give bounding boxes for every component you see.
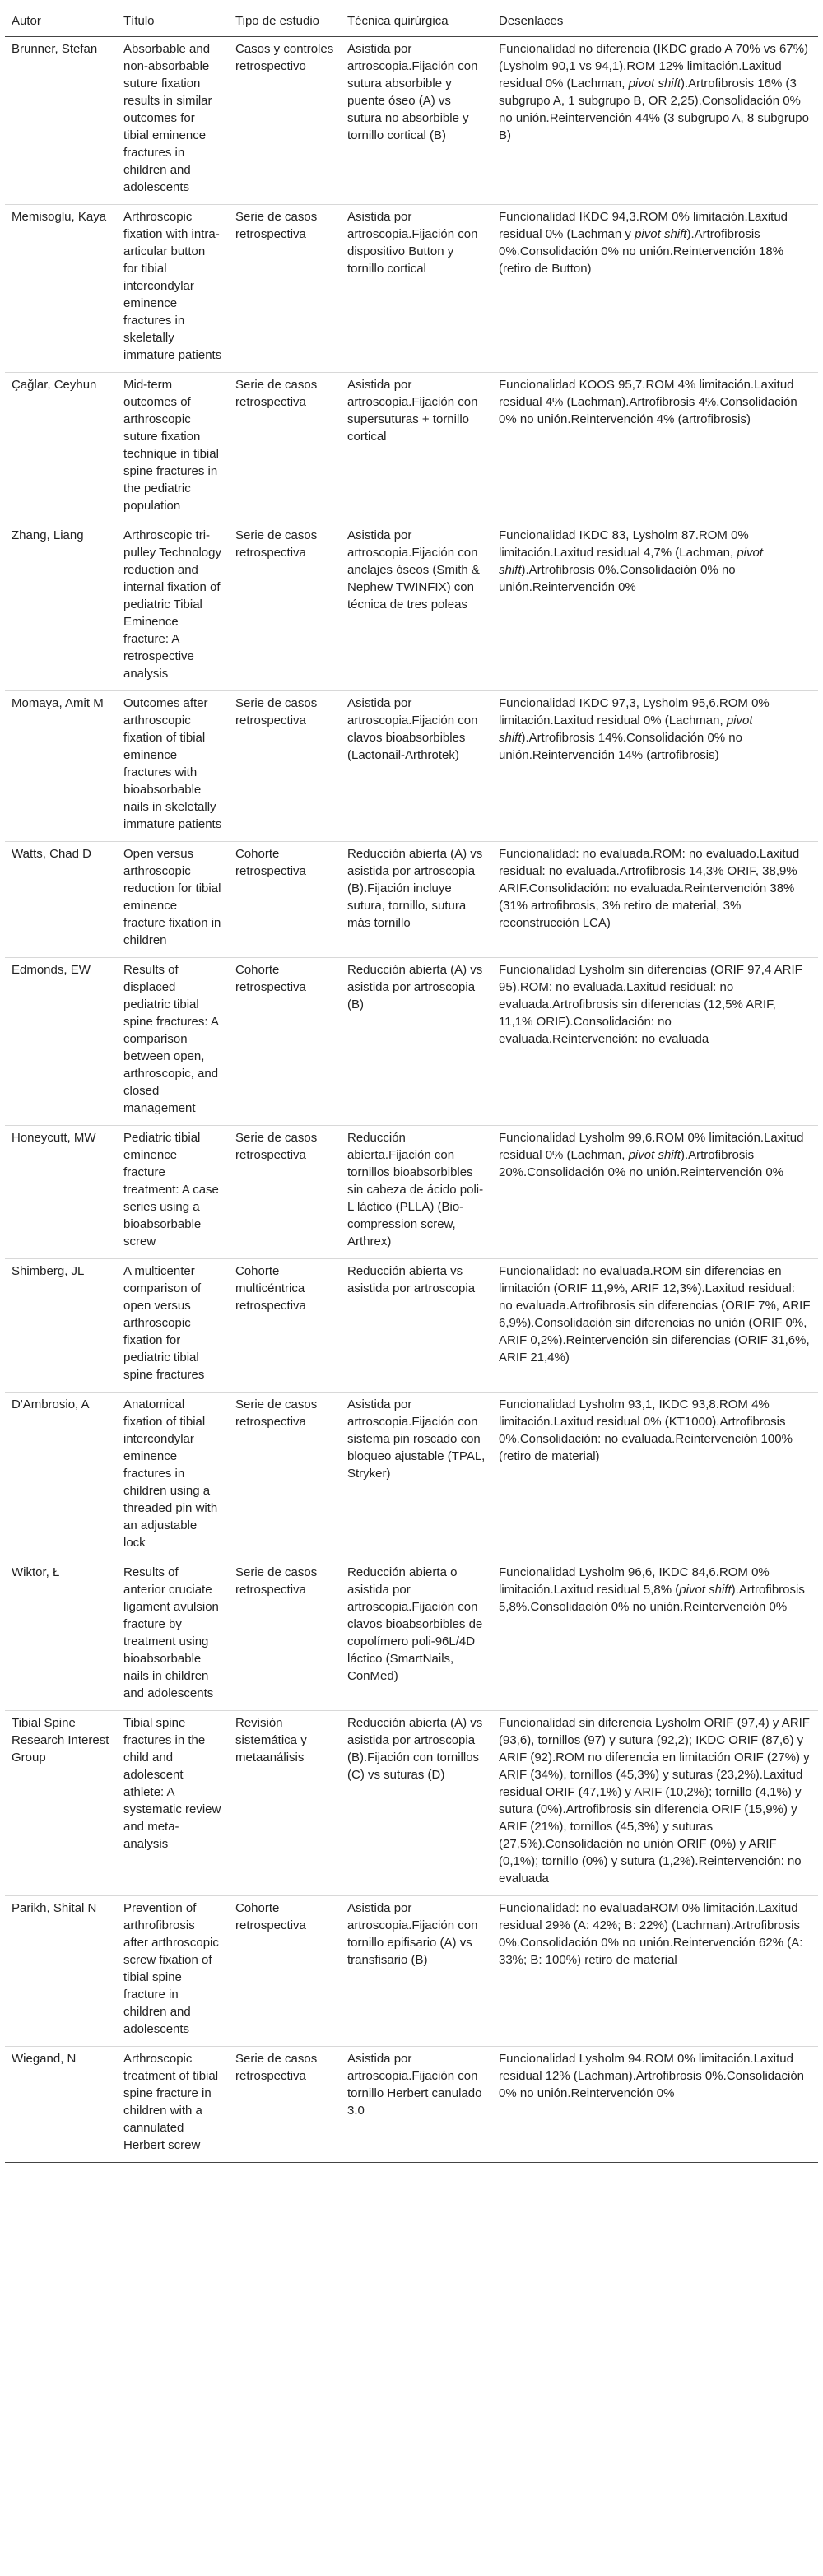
cell-title: Arthroscopic fixation with intra-articular button for tibial intercondylar eminence fractures in skeletally immature patients — [117, 205, 229, 373]
table-row — [5, 958, 818, 1126]
cell-title: Outcomes after arthroscopic fixation of tibial eminence fractures with bioabsorbable nails in skeletally immature patients — [117, 691, 229, 842]
table-row — [5, 1259, 818, 1393]
table-row — [5, 37, 818, 205]
outcomes-text: ).Artrofibrosis 5,8%.Consolidación 0% no unión.Reintervención 0% — [499, 1583, 805, 1614]
cell-outcomes — [492, 1126, 818, 1259]
cell-study-type: Cohorte retrospectiva — [229, 1896, 341, 2047]
cell-author: Wiegand, N — [5, 2047, 117, 2163]
cell-title: Mid-term outcomes of arthroscopic suture fixation technique in tibial spine fractures in the pediatric population — [117, 373, 229, 523]
outcomes-text: Funcionalidad: no evaluada.ROM: no evaluado.Laxitud residual: no evaluada.Artrofibrosis 14,3% ORIF, 38,9% ARIF.Consolidación: no evaluada.Reintervención 38% (31% artrofibrosis, 3% retiro de material, 3% reconstrucción LCA) — [499, 847, 800, 930]
header-desenlaces: Desenlaces — [492, 7, 818, 37]
cell-study-type: Serie de casos retrospectiva — [229, 205, 341, 373]
cell-study-type: Serie de casos retrospectiva — [229, 373, 341, 523]
cell-technique: Reducción abierta (A) vs asistida por artroscopia (B) — [341, 958, 492, 1126]
cell-technique: Asistida por artroscopia.Fijación con clavos bioabsorbibles (Lactonail-Arthrotek) — [341, 691, 492, 842]
cell-outcomes — [492, 37, 818, 205]
cell-study-type: Revisión sistemática y metaanálisis — [229, 1711, 341, 1896]
cell-study-type: Cohorte retrospectiva — [229, 842, 341, 958]
cell-author: Memisoglu, Kaya — [5, 205, 117, 373]
cell-author: Çağlar, Ceyhun — [5, 373, 117, 523]
cell-author: Parikh, Shital N — [5, 1896, 117, 2047]
table-row — [5, 1560, 818, 1711]
cell-author: Momaya, Amit M — [5, 691, 117, 842]
cell-technique: Asistida por artroscopia.Fijación con sutura absorbible y puente óseo (A) vs sutura no absorbible y tornillo cortical (B) — [341, 37, 492, 205]
outcomes-text: Funcionalidad sin diferencia Lysholm ORIF (97,4) y ARIF (93,6), tornillos (97) y sutura (92,2); IKDC ORIF (87,6) y ARIF (92).ROM no diferencia en limitación ORIF (27%) y ARIF (34%), tornillos (45,3%) y suturas (23,2%).Laxitud residual ORIF (47,1%) y ARIF (10,2%); tornillo (4,1%) y sutura (0%).Artrofibrosis sin diferencia ORIF (15,9%) y ARIF (21%), tornillos (45,3%) y suturas (27,5%).Consolidación no unión ORIF (0%) y ARIF (0,1%); tornillo (0%) y sutura (1,2%).Reintervención: no evaluada — [499, 1716, 810, 1886]
cell-title: Tibial spine fractures in the child and adolescent athlete: A systematic review and meta-analysis — [117, 1711, 229, 1896]
cell-title: Open versus arthroscopic reduction for tibial eminence fracture fixation in children — [117, 842, 229, 958]
cell-outcomes — [492, 1560, 818, 1711]
cell-study-type: Cohorte retrospectiva — [229, 958, 341, 1126]
table-row — [5, 205, 818, 373]
cell-study-type: Serie de casos retrospectiva — [229, 523, 341, 691]
table-row — [5, 2047, 818, 2163]
header-titulo: Título — [117, 7, 229, 37]
cell-title: Results of anterior cruciate ligament avulsion fracture by treatment using bioabsorbable nails in children and adolescents — [117, 1560, 229, 1711]
cell-author: Wiktor, Ł — [5, 1560, 117, 1711]
cell-outcomes — [492, 1896, 818, 2047]
cell-outcomes — [492, 842, 818, 958]
cell-study-type: Casos y controles retrospectivo — [229, 37, 341, 205]
outcomes-italic-term: pivot shift — [499, 714, 753, 745]
cell-study-type: Serie de casos retrospectiva — [229, 1393, 341, 1560]
table-row — [5, 842, 818, 958]
outcomes-text: ).Artrofibrosis 14%.Consolidación 0% no unión.Reintervención 14% (artrofibrosis) — [499, 731, 742, 762]
cell-title: Results of displaced pediatric tibial spine fractures: A comparison between open, arthroscopic, and closed management — [117, 958, 229, 1126]
table-header — [5, 7, 818, 37]
outcomes-text: Funcionalidad Lysholm 96,6, IKDC 84,6.ROM 0% limitación.Laxitud residual 5,8% ( — [499, 1565, 770, 1597]
cell-author: Watts, Chad D — [5, 842, 117, 958]
cell-outcomes — [492, 691, 818, 842]
outcomes-text: Funcionalidad Lysholm 99,6.ROM 0% limitación.Laxitud residual 0% (Lachman, — [499, 1131, 804, 1162]
cell-technique: Reducción abierta vs asistida por artroscopia — [341, 1259, 492, 1393]
header-tecnica: Técnica quirúrgica — [341, 7, 492, 37]
table-row — [5, 373, 818, 523]
outcomes-text: Funcionalidad KOOS 95,7.ROM 4% limitación.Laxitud residual 4% (Lachman).Artrofibrosis 4%.Consolidación 0% no unión.Reintervención 4% (artrofibrosis) — [499, 378, 797, 426]
cell-author: Zhang, Liang — [5, 523, 117, 691]
cell-title: Anatomical fixation of tibial intercondylar eminence fractures in children using a threaded pin with an adjustable lock — [117, 1393, 229, 1560]
header-tipo-estudio: Tipo de estudio — [229, 7, 341, 37]
cell-technique: Asistida por artroscopia.Fijación con anclajes óseos (Smith & Nephew TWINFIX) con técnica de tres poleas — [341, 523, 492, 691]
outcomes-text: Funcionalidad Lysholm sin diferencias (ORIF 97,4 ARIF 95).ROM: no evaluada.Laxitud residual: no evaluada.Artrofibrosis sin diferencias (12,5% ARIF, 11,1% ORIF).Consolidación: no evaluada.Reintervención: no evaluada — [499, 963, 802, 1046]
cell-technique: Asistida por artroscopia.Fijación con dispositivo Button y tornillo cortical — [341, 205, 492, 373]
cell-title: Absorbable and non-absorbable suture fixation results in similar outcomes for tibial eminence fractures in children and adolescents — [117, 37, 229, 205]
outcomes-text: Funcionalidad Lysholm 94.ROM 0% limitación.Laxitud residual 12% (Lachman).Artrofibrosis 0%.Consolidación 0% no unión.Reintervención 0% — [499, 2052, 805, 2100]
cell-technique: Asistida por artroscopia.Fijación con supersuturas + tornillo cortical — [341, 373, 492, 523]
outcomes-text: ).Artrofibrosis 0%.Consolidación 0% no unión.Reintervención 18% (retiro de Button) — [499, 227, 784, 276]
cell-outcomes — [492, 373, 818, 523]
cell-outcomes — [492, 523, 818, 691]
table-row — [5, 1711, 818, 1896]
cell-technique: Reducción abierta (A) vs asistida por artroscopia (B).Fijación con tornillos (C) vs suturas (D) — [341, 1711, 492, 1896]
cell-title: Arthroscopic treatment of tibial spine fracture in children with a cannulated Herbert screw — [117, 2047, 229, 2163]
outcomes-text: Funcionalidad Lysholm 93,1, IKDC 93,8.ROM 4% limitación.Laxitud residual 0% (KT1000).Artrofibrosis 0%.Consolidación: no evaluada.Reintervención 100% (retiro de material) — [499, 1397, 793, 1463]
cell-title: Pediatric tibial eminence fracture treatment: A case series using a bioabsorbable screw — [117, 1126, 229, 1259]
cell-study-type: Serie de casos retrospectiva — [229, 691, 341, 842]
cell-author: Brunner, Stefan — [5, 37, 117, 205]
cell-study-type: Serie de casos retrospectiva — [229, 2047, 341, 2163]
outcomes-text: Funcionalidad IKDC 94,3.ROM 0% limitación.Laxitud residual 0% (Lachman y — [499, 210, 788, 241]
cell-author: Edmonds, EW — [5, 958, 117, 1126]
table-row — [5, 523, 818, 691]
cell-technique: Asistida por artroscopia.Fijación con sistema pin roscado con bloqueo ajustable (TPAL, Stryker) — [341, 1393, 492, 1560]
outcomes-text: Funcionalidad IKDC 97,3, Lysholm 95,6.ROM 0% limitación.Laxitud residual 0% (Lachman, — [499, 696, 770, 728]
cell-technique: Reducción abierta (A) vs asistida por artroscopia (B).Fijación incluye sutura, tornillo, sutura más tornillo — [341, 842, 492, 958]
cell-technique: Reducción abierta o asistida por artroscopia.Fijación con clavos bioabsorbibles de copolímero poli-96L/4D láctico (SmartNails, ConMed) — [341, 1560, 492, 1711]
cell-technique: Asistida por artroscopia.Fijación con tornillo Herbert canulado 3.0 — [341, 2047, 492, 2163]
outcomes-text: Funcionalidad: no evaluada.ROM sin diferencias en limitación (ORIF 11,9%, ARIF 12,3%).Laxitud residual: no evaluada.Artrofibrosis sin diferencias (ORIF 7%, ARIF 6,9%).Consolidación sin diferencias no unión (ORIF 0%, ARIF 0,2%).Reintervención sin diferencias (ORIF 31,6%, ARIF 21,4%) — [499, 1264, 811, 1365]
outcomes-text: ).Artrofibrosis 16% (3 subgrupo A, 1 subgrupo B, OR 2,25).Consolidación 0% no unión.Reintervención 44% (3 subgrupo A, 8 subgrupo B) — [499, 77, 809, 142]
outcomes-text: ).Artrofibrosis 20%.Consolidación 0% no unión.Reintervención 0% — [499, 1148, 784, 1179]
cell-outcomes — [492, 1259, 818, 1393]
studies-table — [5, 7, 818, 2163]
outcomes-italic-term: pivot shift — [628, 77, 681, 91]
outcomes-italic-term: pivot shift — [499, 546, 764, 577]
cell-title: A multicenter comparison of open versus arthroscopic fixation for pediatric tibial spine fractures — [117, 1259, 229, 1393]
cell-study-type: Cohorte multicéntrica retrospectiva — [229, 1259, 341, 1393]
cell-author: Tibial Spine Research Interest Group — [5, 1711, 117, 1896]
table-body — [5, 37, 818, 2163]
cell-outcomes — [492, 2047, 818, 2163]
cell-author: Honeycutt, MW — [5, 1126, 117, 1259]
outcomes-text: Funcionalidad IKDC 83, Lysholm 87.ROM 0% limitación.Laxitud residual 4,7% (Lachman, — [499, 528, 749, 560]
cell-outcomes — [492, 1393, 818, 1560]
outcomes-italic-term: pivot shift — [628, 1148, 681, 1162]
table-row — [5, 1126, 818, 1259]
cell-study-type: Serie de casos retrospectiva — [229, 1560, 341, 1711]
cell-author: D'Ambrosio, A — [5, 1393, 117, 1560]
header-autor: Autor — [5, 7, 117, 37]
cell-outcomes — [492, 1711, 818, 1896]
cell-study-type: Serie de casos retrospectiva — [229, 1126, 341, 1259]
cell-technique: Asistida por artroscopia.Fijación con tornillo epifisario (A) vs transfisario (B) — [341, 1896, 492, 2047]
cell-author: Shimberg, JL — [5, 1259, 117, 1393]
outcomes-text: Funcionalidad: no evaluadaROM 0% limitación.Laxitud residual 29% (A: 42%; B: 22%) (Lachman).Artrofibrosis 0%.Consolidación 0% no unión.Reintervención 62% (A: 33%; B: 100%) retiro de material — [499, 1901, 803, 1967]
cell-technique: Reducción abierta.Fijación con tornillos bioabsorbibles sin cabeza de ácido poli-L láctico (PLLA) (Bio-compression screw, Arthrex) — [341, 1126, 492, 1259]
outcomes-text: Funcionalidad no diferencia (IKDC grado A 70% vs 67%) (Lysholm 90,1 vs 94,1).ROM 12% limitación.Laxitud residual 0% (Lachman, — [499, 42, 809, 91]
outcomes-italic-term: pivot shift — [679, 1583, 732, 1597]
outcomes-italic-term: pivot shift — [635, 227, 687, 241]
cell-outcomes — [492, 205, 818, 373]
table-row — [5, 691, 818, 842]
cell-title: Arthroscopic tri-pulley Technology reduction and internal fixation of pediatric Tibial Eminence fracture: A retrospective analysis — [117, 523, 229, 691]
cell-outcomes — [492, 958, 818, 1126]
outcomes-text: ).Artrofibrosis 0%.Consolidación 0% no unión.Reintervención 0% — [499, 563, 736, 594]
cell-title: Prevention of arthrofibrosis after arthroscopic screw fixation of tibial spine fracture in children and adolescents — [117, 1896, 229, 2047]
table-row — [5, 1393, 818, 1560]
header-row — [5, 7, 818, 37]
table-row — [5, 1896, 818, 2047]
